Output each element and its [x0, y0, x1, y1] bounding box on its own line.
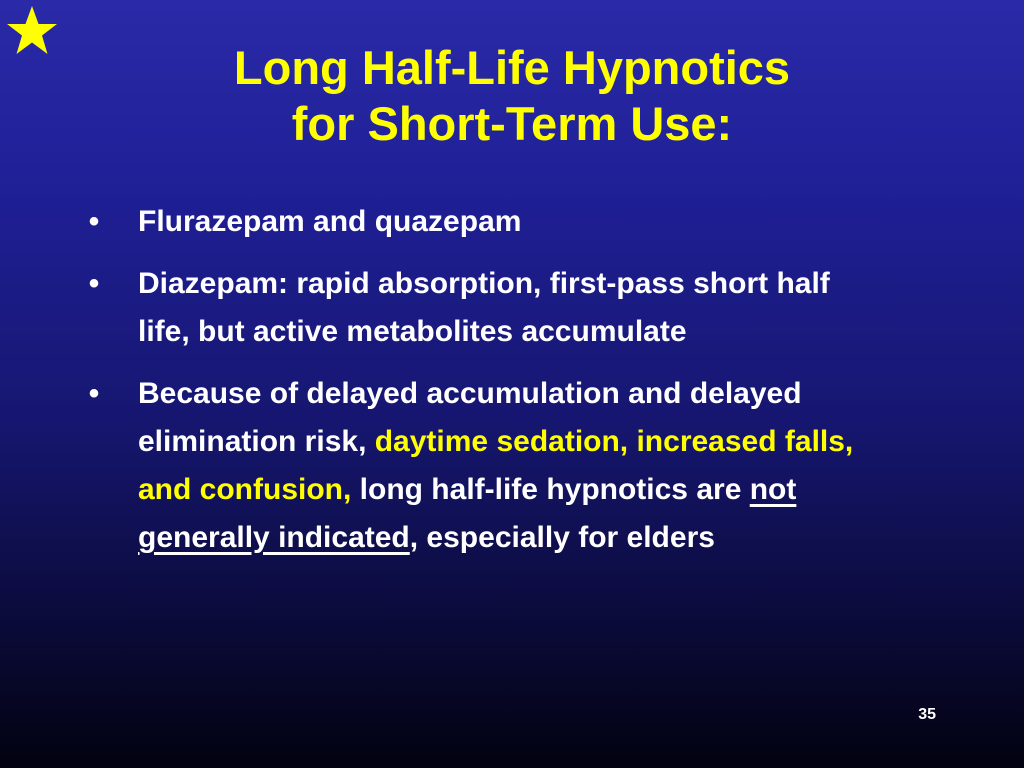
underlined-text: not generally indicated [138, 473, 797, 554]
bullet-text-part: , especially for elders [409, 521, 715, 554]
bullet-list [84, 198, 884, 576]
bullet-text: Diazepam: rapid absorption, first-pass short half life, but active metabolites accumulate [138, 267, 830, 348]
bullet-text-part: long half-life hypnotics are [351, 473, 750, 506]
bullet-item [84, 370, 884, 562]
highlighted-text: daytime sedation, increased falls, and confusion, [138, 425, 854, 506]
bullet-icon: • [88, 267, 100, 300]
bullet-icon: • [88, 205, 100, 238]
bullet-item [84, 198, 884, 246]
title-line-2: for Short-Term Use: [291, 97, 733, 150]
bullet-item [84, 260, 884, 356]
page-number: 35 [918, 706, 936, 723]
bullet-text: Flurazepam and quazepam [138, 205, 522, 238]
slide-title [0, 40, 1024, 152]
title-line-1: Long Half-Life Hypnotics [233, 41, 791, 94]
bullet-text-part: Because of delayed accumulation and delayed elimination risk, [138, 377, 802, 458]
bullet-icon: • [88, 377, 100, 410]
